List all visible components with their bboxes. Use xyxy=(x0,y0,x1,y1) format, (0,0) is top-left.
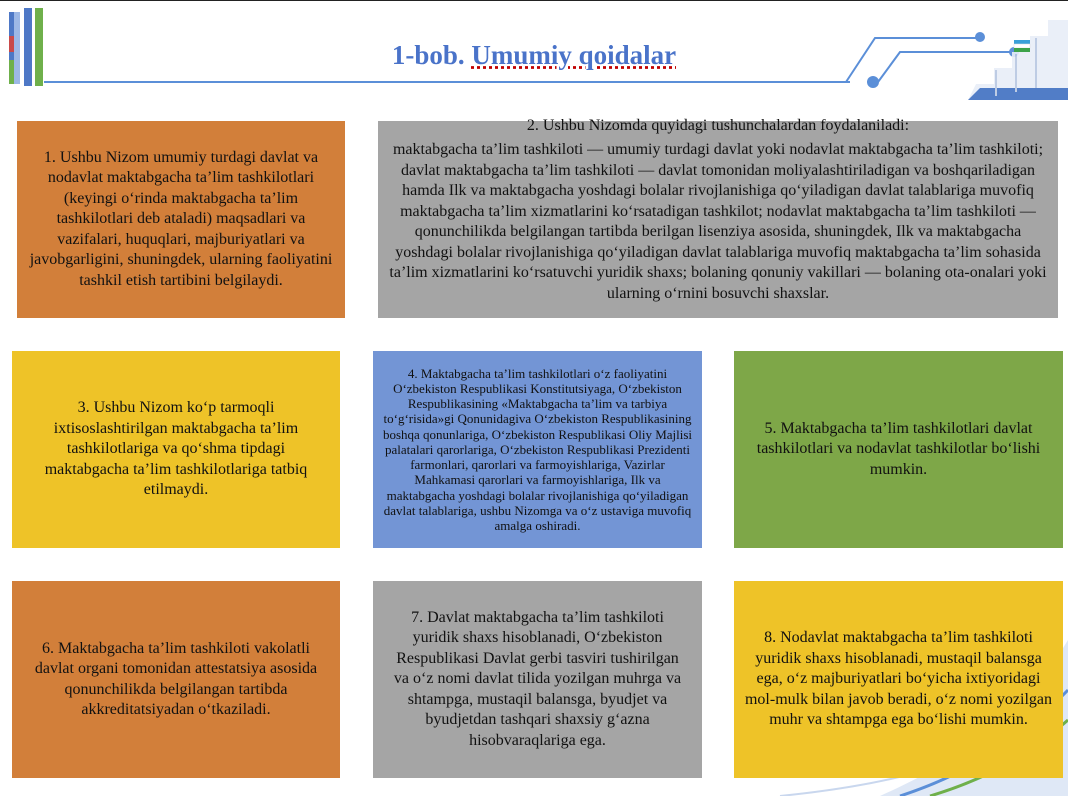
card-article-5 xyxy=(734,351,1063,548)
card-article-3 xyxy=(12,351,340,548)
title-prefix: 1-bob. xyxy=(391,40,465,70)
card-article-7-text: 7. Davlat maktabgacha ta’lim tashkiloti yuridik shaxs hisoblanadi, O‘zbekiston Respublikasi Davlat gerbi tasviri tushirilgan va o‘z nomi davlat tilida yozilgan muhrga va shtampga, mustaqil balansga, byudjet va byudjetdan tashqari shaxsiy g‘azna hisobvaraqlariga ega. xyxy=(393,608,682,749)
card-article-4-text: 4. Maktabgacha ta’lim tashkilotlari o‘z faoliyatini O‘zbekiston Respublikasi Konstitutsiyaga, O‘zbekiston Respublikasining «Maktabgacha ta’lim va tarbiya to‘g‘risida»gi Qonunidagiva O‘zbekiston Respublikasining boshqa qonunlariga, O‘zbekiston Respublikasi Oliy Majlisi palatalari qarorlariga, O‘zbekiston Respublikasi Prezidenti farmonlari, qarorlari va farmoyishlariga, Vazirlar Mahkamasi qarorlari va farmoyishlariga, Ilk va maktabgacha yoshdagi bolalar rivojlanishiga qo‘yiladigan davlat talablariga, ushbu Nizomga va o‘z ustaviga muvofiq amalga oshiradi. xyxy=(382,365,693,533)
circuit-node-2 xyxy=(867,76,879,88)
card-article-2 xyxy=(378,117,1058,318)
card-article-5-text: 5. Maktabgacha ta’lim tashkilotlari davlat tashkilotlari va nodavlat tashkilotlar bo‘lishi mumkin. xyxy=(756,419,1041,478)
card-article-4 xyxy=(373,351,702,548)
card-article-8 xyxy=(734,581,1063,778)
card-article-3-text: 3. Ushbu Nizom ko‘p tarmoqli ixtisoslashtirilgan maktabgacha ta’lim tashkilotlariga va qo‘shma tipdagi maktabgacha ta’lim tashkilotlariga tatbiq etilmaydi. xyxy=(44,399,308,499)
card-article-1-text: 1. Ushbu Nizom umumiy turdagi davlat va nodavlat maktabgacha ta’lim tashkilotlari (keyingi o‘rinda maktabgacha ta’lim tashkilotlari deb ataladi) maqsadlari va vazifalari, huquqlari, majburiyatlari va javobgarligini, shuningdek, ularning faoliyatini tashkil etish tartibini belgilaydi. xyxy=(29,148,333,289)
page-title xyxy=(0,40,1068,71)
title-text: Umumiy qoidalar xyxy=(471,40,677,70)
card-article-6-text: 6. Maktabgacha ta’lim tashkiloti vakolatli davlat organi tomonidan attestatsiya asosida qonunchilikda belgilangan tartibda akkreditatsiyadan o‘tkaziladi. xyxy=(34,639,318,718)
card-article-2-text: maktabgacha ta’lim tashkiloti — umumiy turdagi davlat yoki nodavlat maktabgacha ta’lim tashkiloti; davlat maktabgacha ta’lim tashkiloti — davlat tomonidan moliyalashtiriladigan va boshqariladigan hamda Ilk va maktabgacha yoshdagi bolalar rivojlanishiga qo‘yiladigan davlat talablariga muvofiq maktabgacha ta’lim xizmatlarini ko‘rsatadigan tashkilot; nodavlat maktabgacha ta’lim tashkiloti — qonunchilikda belgilangan tartibda berilgan lisenziya asosida, shuningdek, Ilk va maktabgacha yoshdagi bolalar rivojlanishiga qo‘yiladigan davlat talablariga muvofiq maktabgacha ta’lim sohasida ta’lim xizmatlarini ko‘rsatuvchi yuridik shaxs; bolaning qonuniy vakillari — bolaning ota-onalari yoki ularning o‘rnini bosuvchi shaxslar. xyxy=(389,141,1047,302)
card-article-1 xyxy=(17,121,345,318)
card-article-8-text: 8. Nodavlat maktabgacha ta’lim tashkiloti yuridik shaxs hisoblanadi, mustaqil balansga ega, o‘z majburiyatlari bo‘yicha ixtiyoridagi mol-mulk bilan javob beradi, o‘z nomi yozilgan muhr va shtampga ega bo‘lishi mumkin. xyxy=(744,629,1053,729)
card-article-2-heading: 2. Ushbu Nizomda quyidagi tushunchalardan foydalaniladi: xyxy=(526,117,910,134)
card-article-6 xyxy=(12,581,340,778)
card-article-7 xyxy=(373,581,702,778)
